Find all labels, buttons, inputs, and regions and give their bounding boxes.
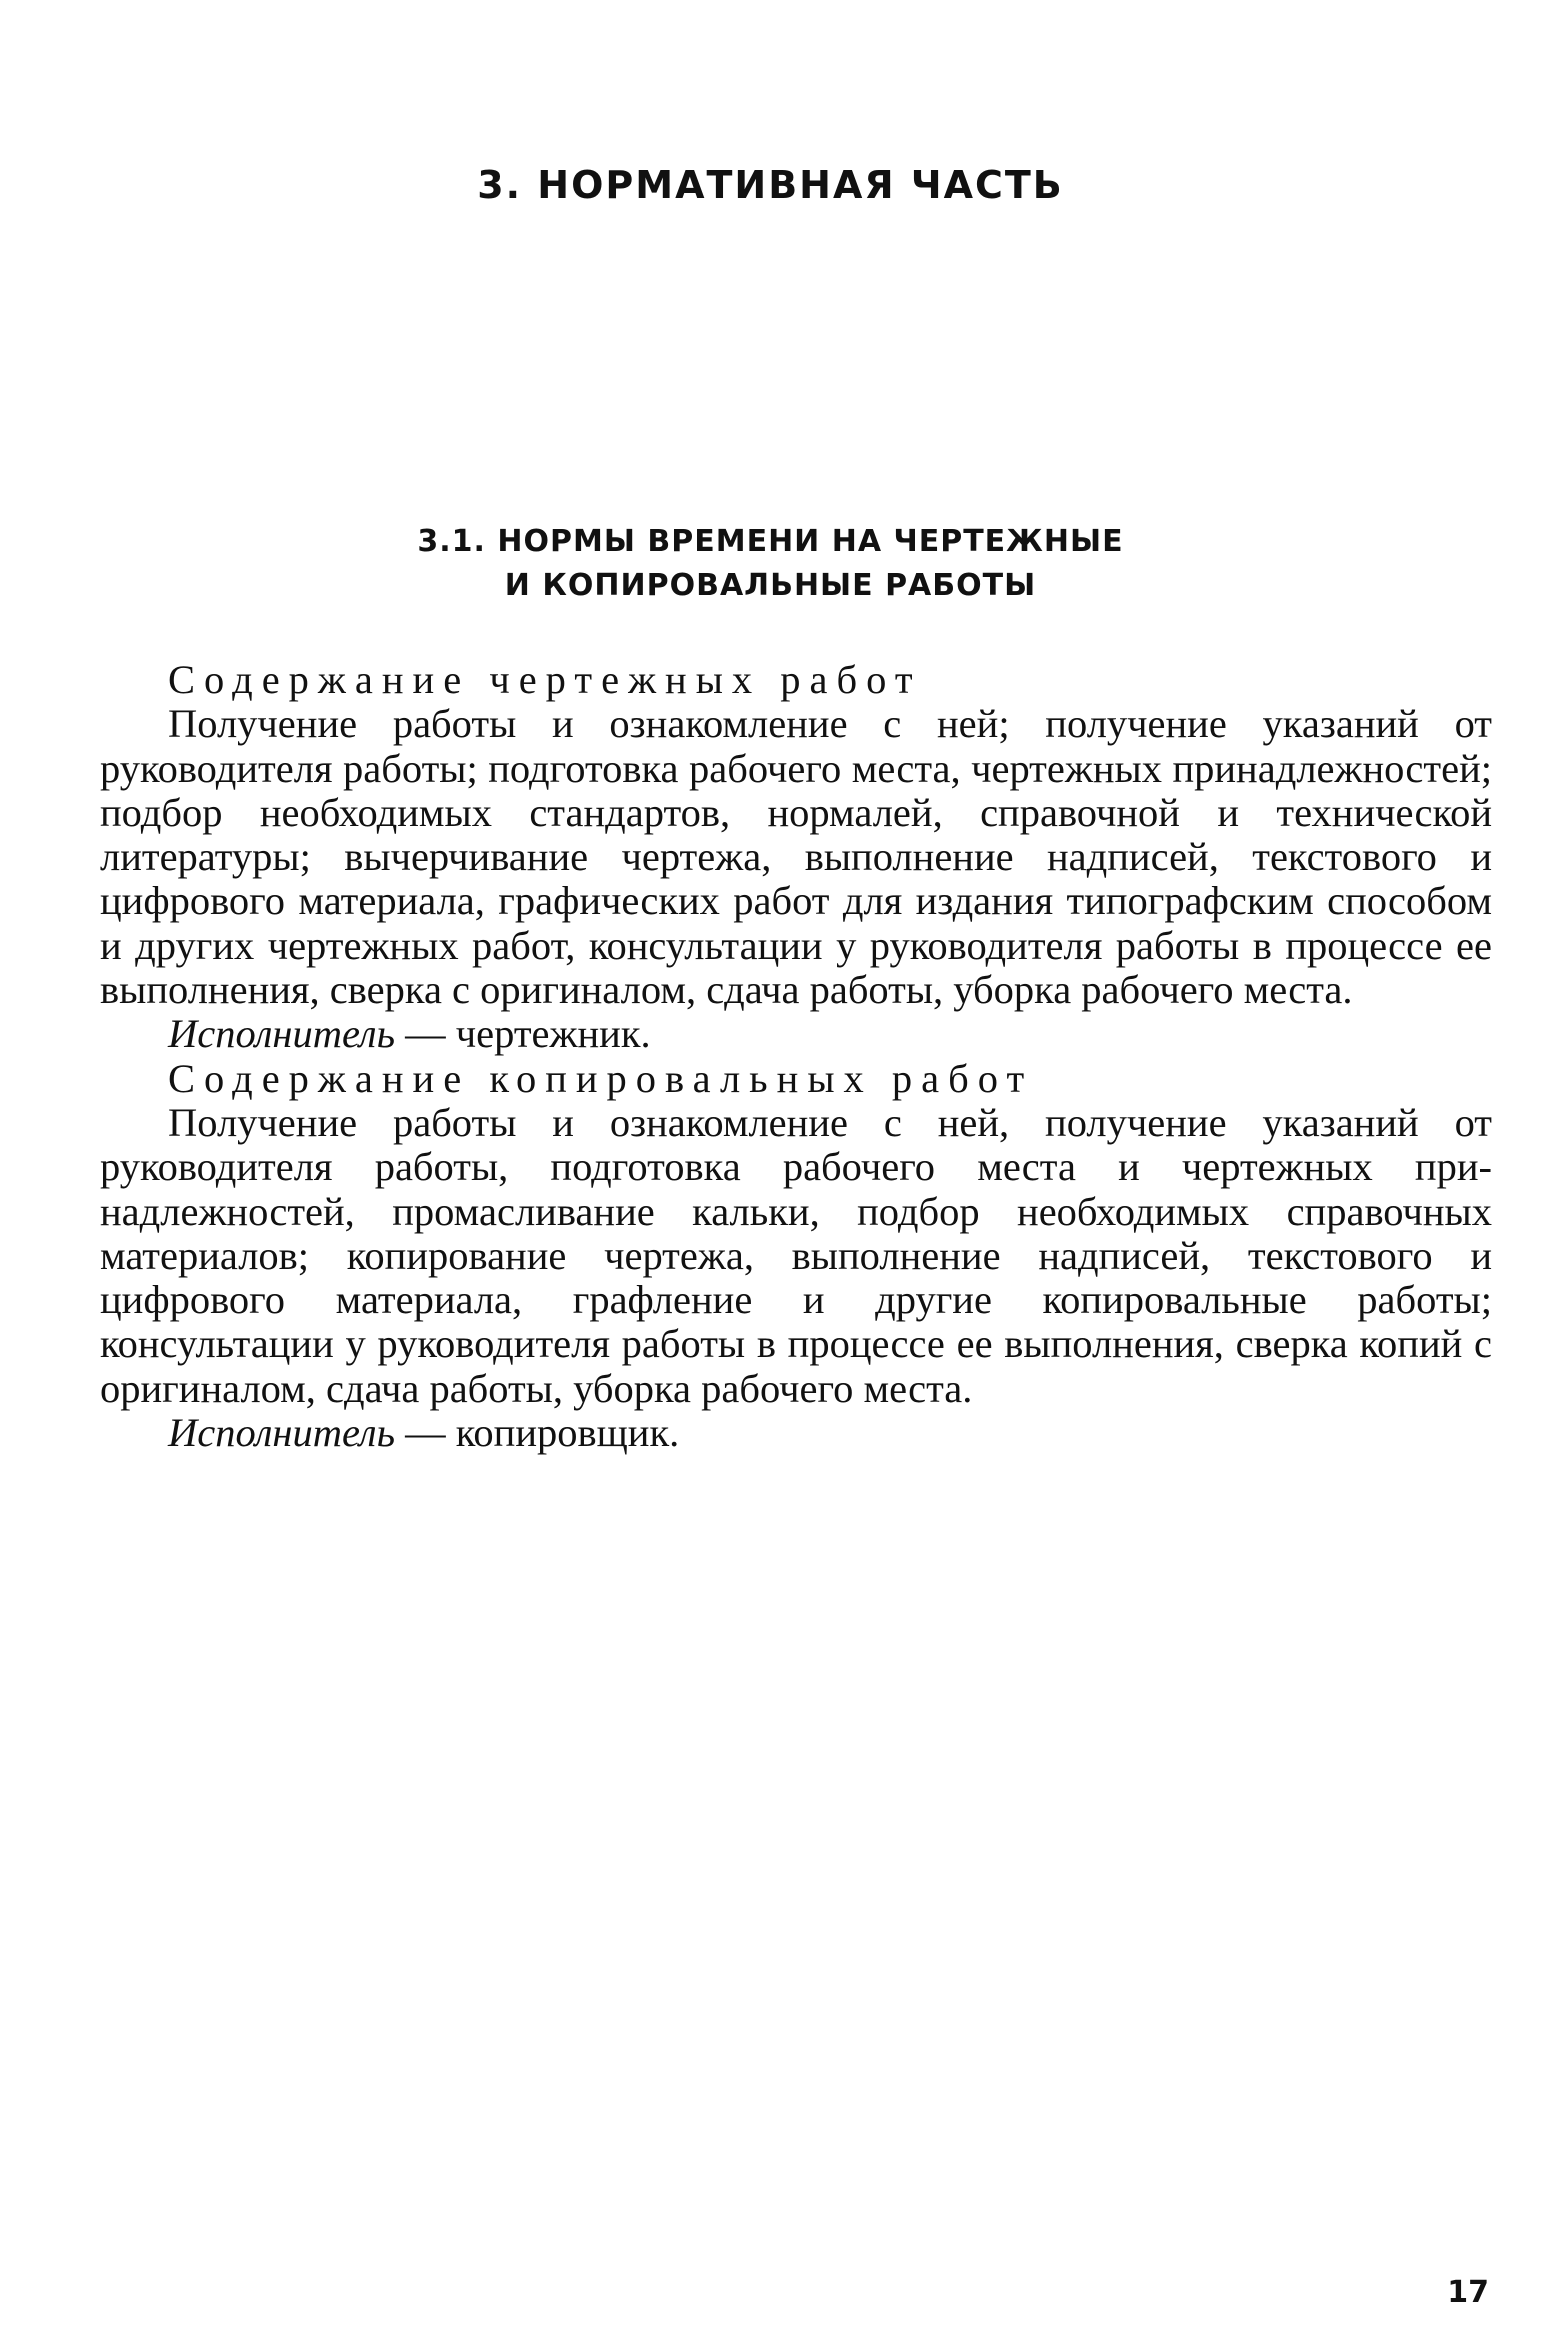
copying-works-paragraph: Получение работы и ознакомление с ней, получение указаний от руководителя работы, подготовка рабочего места и чертежных принадлежностей, промасливание кальки, подбор необходимых справочных материалов; копирование чертежа, выполнение надписей, текстового и цифрового материала, графление и другие копировальные работы; консультации у руководителя работы в процессе ее выполнения, сверка копий с оригиналом, сдача работы, уборка рабочего места.	[100, 1099, 1492, 1411]
drawing-works-paragraph: Получение работы и ознакомление с ней; получение указаний от руководителя работы; подготовка рабочего места, чертежных принадлежностей; подбор необходимых стандартов, нормалей, справочной и технической литературы; вычерчивание чертежа, выполнение надписей, текстового и цифрового материала, графических работ для издания типографским способом и других чертежных работ, консультации у руководителя работы в процессе ее выполнения, сверка с оригиналом, сдача работы, уборка рабочего места.	[100, 701, 1492, 1013]
section-title-line-1: 3.1. НОРМЫ ВРЕМЕНИ НА ЧЕРТЕЖНЫЕ	[417, 524, 1124, 559]
section-title	[0, 520, 1541, 608]
chapter-title: 3. НОРМАТИВНАЯ ЧАСТЬ	[477, 163, 1064, 207]
drawing-performer-value: — чертежник.	[395, 1011, 651, 1057]
body-text	[100, 658, 1492, 1455]
drawing-works-performer	[100, 1012, 1492, 1056]
copying-performer-value: — копировщик.	[395, 1410, 680, 1456]
drawing-works-heading: Содержание чертежных работ	[168, 657, 922, 702]
copying-works-performer	[100, 1411, 1492, 1455]
copying-performer-label: Исполнитель	[168, 1410, 396, 1456]
drawing-performer-label: Исполнитель	[168, 1011, 396, 1057]
page-number: 17	[1447, 2275, 1489, 2310]
section-title-line-2: И КОПИРОВАЛЬНЫЕ РАБОТЫ	[504, 568, 1037, 603]
copying-works-heading: Содержание копировальных работ	[168, 1055, 1034, 1101]
